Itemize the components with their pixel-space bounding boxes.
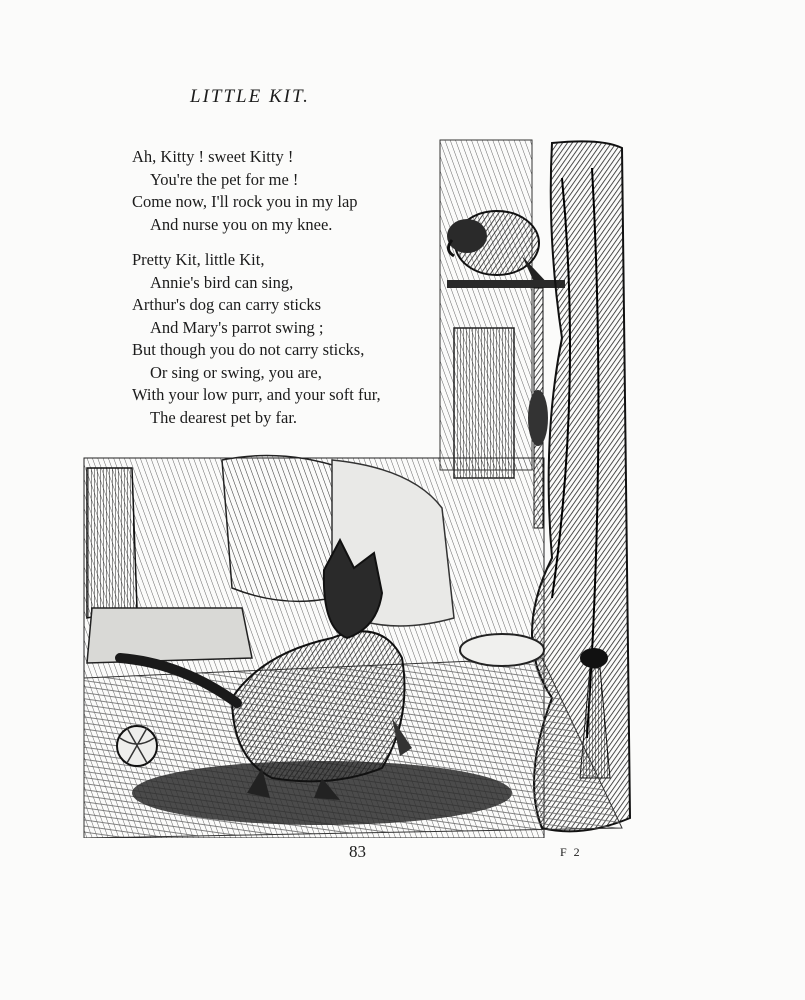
poem-line: Or sing or swing, you are, xyxy=(150,362,322,382)
page-number: 83 xyxy=(349,842,366,861)
stanza-2 xyxy=(132,249,381,429)
poem-title: LITTLE KIT. xyxy=(190,86,310,107)
poem-text xyxy=(132,146,381,442)
poem-line: You're the pet for me ! xyxy=(150,169,299,189)
poem-line: Arthur's dog can carry sticks xyxy=(132,295,322,314)
poem-line: With your low purr, and your soft fur, xyxy=(132,385,381,404)
poem-line: The dearest pet by far. xyxy=(150,407,298,427)
poem-line: But though you do not carry sticks, xyxy=(132,340,365,359)
poem-line: And Mary's parrot swing ; xyxy=(150,317,324,337)
stanza-1 xyxy=(132,146,381,236)
poem-line: And nurse you on my knee. xyxy=(150,214,333,234)
poem-line: Ah, Kitty ! sweet Kitty ! xyxy=(132,147,294,166)
poem-line: Annie's bird can sing, xyxy=(150,272,294,292)
ball xyxy=(117,726,157,766)
signature-mark: F 2 xyxy=(560,845,582,859)
poem-line: Pretty Kit, little Kit, xyxy=(132,250,265,269)
poem-line: Come now, I'll rock you in my lap xyxy=(132,192,358,211)
